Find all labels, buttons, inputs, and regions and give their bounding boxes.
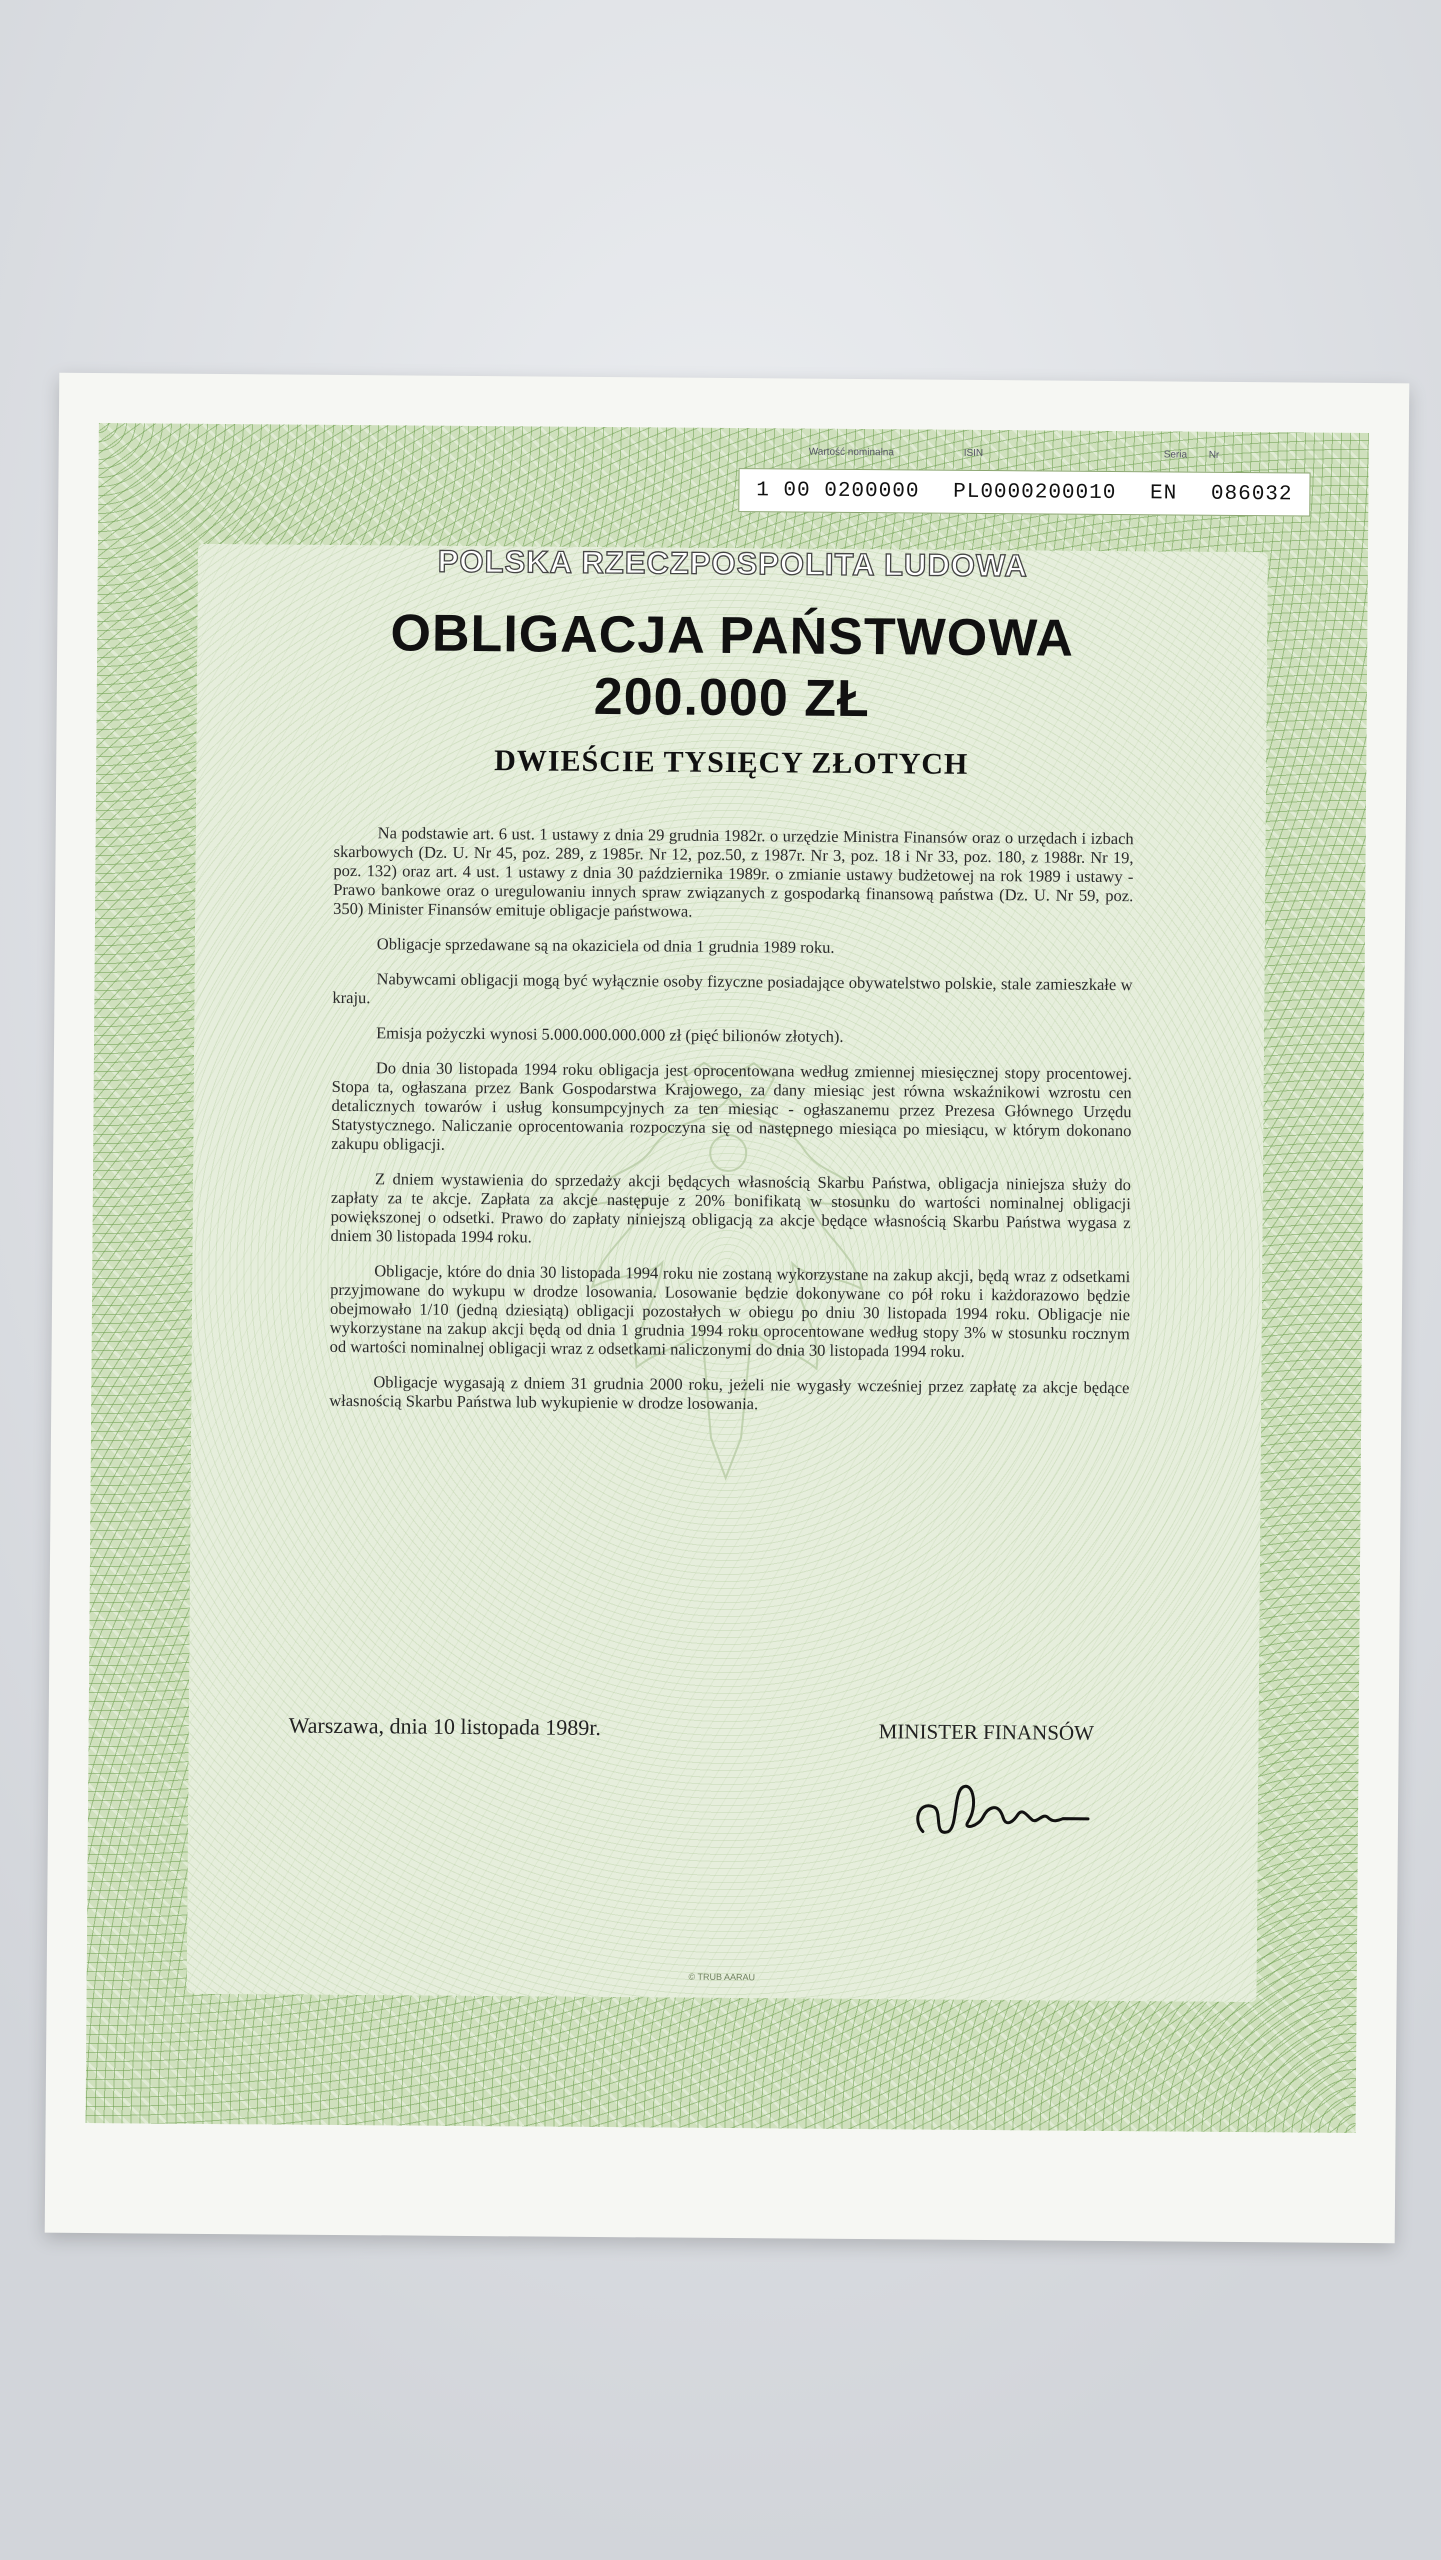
issuer-country: POLSKA RZECZPOSPOLITA LUDOWA — [437, 543, 1028, 584]
guilloche-border — [86, 423, 1369, 2133]
label-number: Nr — [1208, 449, 1220, 461]
serial-number: 086032 — [1210, 482, 1293, 506]
terms-paragraph: Obligacje wygasają z dniem 31 grudnia 2000 roku, jeżeli nie wygasły wcześniej przez zapłatę za akcje będące własnością Skarbu Państwa lub wykupienie w drodze losowania. — [329, 1372, 1130, 1414]
minister-signature — [903, 1761, 1104, 1863]
serial-nominal: 1 00 0200000 — [756, 478, 920, 503]
label-nominal: Wartość nominalna — [808, 446, 894, 459]
terms-paragraph: Nabywcami obligacji mogą być wyłącznie osoby fizyczne posiadające obywatelstwo polskie, stale zamieszkałe w kraju. — [332, 969, 1133, 1008]
terms-paragraph: Obligacje, które do dnia 30 listopada 1994 roku nie zostaną wykorzystane na zakup akcji, będą wraz z odsetkami przyjmowane do wykupu w drodze losowania. Losowanie będzie dokonywane co pół roku i każdorazowo będzie obejmowało 1/10 (jedną dziesiątą) obligacji pozostałych w obiegu po dniu 30 listopada 1994 roku. Obligacje nie wykorzystane na zakup akcji będą od dnia 1 grudnia 1994 roku oprocentowane według stopy 3% w stosunku rocznym od wartości nominalnej obligacji wraz z odsetkami naliczonymi do dnia 30 listopada 1994 roku. — [329, 1261, 1131, 1361]
serial-number-box — [738, 468, 1310, 516]
terms-paragraph: Obligacje sprzedawane są na okaziciela od dnia 1 grudnia 1989 roku. — [376, 934, 835, 957]
place-and-date: Warszawa, dnia 10 listopada 1989r. — [288, 1712, 602, 1741]
serial-series: EN — [1149, 481, 1178, 506]
bond-certificate — [45, 373, 1410, 2244]
printer-mark: © TRUB AARAU — [688, 1971, 756, 1983]
serial-isin: PL0000200010 — [953, 480, 1117, 505]
terms-paragraph: Do dnia 30 listopada 1994 roku obligacja jest oprocentowana według zmiennej miesięcznej stopy procentowej. Stopa ta, ogłaszana przez Bank Gospodarstwa Krajowego, za dany miesiąc jest równa wskaźnikowi wzrostu cen detalicznych towarów i usług konsumpcyjnych za ten miesiąc - ogłaszanemu przez Prezesa Głównego Urzędu Statystycznego. Naliczanie oprocentowania rozpoczyna się od następnego miesiąca po miesiącu, w którym dokonano zakupu obligacji. — [331, 1058, 1132, 1154]
document-title: OBLIGACJA PAŃSTWOWA — [390, 604, 1075, 668]
minister-title: MINISTER FINANSÓW — [878, 1719, 1095, 1745]
label-isin: ISIN — [963, 447, 984, 459]
bond-terms — [329, 823, 1134, 1432]
amount-in-words: DWIEŚCIE TYSIĘCY ZŁOTYCH — [494, 744, 969, 781]
label-series: Seria — [1163, 449, 1188, 461]
serial-labels — [739, 446, 1309, 468]
face-amount: 200.000 ZŁ — [593, 667, 870, 729]
terms-paragraph: Na podstawie art. 6 ust. 1 ustawy z dnia 29 grudnia 1982r. o urzędzie Ministra Finansów oraz o urzędach i izbach skarbowych (Dz. U. Nr 45, poz. 289, z 1985r. Nr 12, poz.50, z 1987r. Nr 3, poz. 18 i Nr 33, poz. 180, z 1988r. Nr 19, poz. 132) oraz art. 4 ust. 1 ustawy z dnia 30 października 1989r. o zmianie ustawy budżetowej na rok 1989 i ustawy - Prawo bankowe oraz o uregulowaniu innych spraw związanych z gospodarką finansową państwa (Dz. U. Nr 59, poz. 350) Minister Finansów emituje obligacje państwowa. — [333, 823, 1134, 921]
terms-paragraph: Z dniem wystawienia do sprzedaży akcji będących własnością Skarbu Państwa, obligacja niniejsza służy do zapłaty za te akcje. Zapłata za akcje następuje z 20% bonifikatą w stosunku do wartości nominalnej obligacji powiększonej o odsetki. Prawo do zapłaty niniejszą obligacją za akcje będące własnością Skarbu Państwa wygasa z dniem 30 listopada 1994 roku. — [330, 1169, 1132, 1247]
terms-paragraph: Emisja pożyczki wynosi 5.000.000.000.000 zł (pięć bilionów złotych). — [376, 1023, 844, 1046]
